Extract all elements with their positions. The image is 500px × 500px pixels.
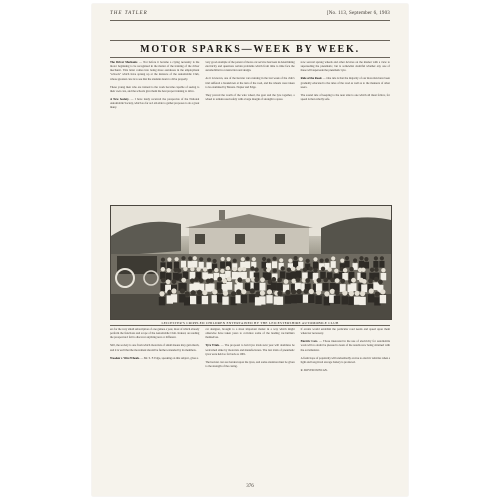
figure-head <box>335 278 340 283</box>
figure-head <box>227 277 232 282</box>
figure-body <box>280 271 286 278</box>
figure-head <box>374 268 378 272</box>
figure-head <box>256 291 261 296</box>
paragraph-text: very good example of the parent of motor-car service has been in determining electricity and questions certain problems which from time to time face the automobilist in construction and design. <box>205 60 295 73</box>
header-rule <box>110 20 390 21</box>
figure-head <box>313 268 317 272</box>
figure-head <box>317 278 322 283</box>
figure-body <box>315 296 321 304</box>
figure-body <box>222 297 228 305</box>
paragraph <box>110 60 199 81</box>
figure-head <box>362 279 367 284</box>
figure-body <box>379 261 384 268</box>
figure-body <box>166 273 172 280</box>
figure-body <box>181 261 186 268</box>
figure-head <box>233 267 237 271</box>
figure-head <box>306 259 310 263</box>
figure-head <box>359 256 363 260</box>
figure-head <box>231 291 236 296</box>
text-column <box>110 60 199 200</box>
figure-head <box>340 259 344 263</box>
figure-head <box>349 267 353 271</box>
figure-body <box>374 297 380 305</box>
figure-body <box>249 294 255 302</box>
figure-head <box>294 256 298 260</box>
paragraph <box>110 327 199 339</box>
figure-head <box>349 291 354 296</box>
paragraph-lead: Tyre Trials. <box>205 343 220 348</box>
paragraph-text: — One rule is that the majority of our motorists have been gradually educated to the rules of the road as well as to the manners of other users. <box>300 76 390 89</box>
paragraph-lead: Electric Cars. <box>300 339 319 344</box>
figure-head <box>368 279 373 284</box>
figure-body <box>167 262 172 269</box>
figure-head <box>227 257 231 261</box>
paragraph <box>301 327 390 335</box>
paragraph-text: ers for the very small subscription of one guinea a year, most of which already perform the functions and scope of the Automobile Club. Indeed, on reading the prospectus I fail to discover anything new or different. <box>110 327 200 340</box>
figure-head <box>233 259 237 263</box>
figure-body <box>266 273 272 280</box>
bottom-text-columns <box>110 327 390 467</box>
figure-body <box>245 283 251 291</box>
figure-body <box>190 296 196 304</box>
figure-head <box>361 268 365 272</box>
figure-head <box>226 266 230 270</box>
figure-head <box>267 289 272 294</box>
figure-head <box>183 267 187 271</box>
figure-body <box>354 297 360 305</box>
figure-head <box>291 267 295 271</box>
paragraph-lead: A New Society. <box>110 97 130 102</box>
paragraph-text: The heavier cars are hardest upon the tyres, and some attention must be given to the strength of the casing. <box>205 359 295 369</box>
figure-head <box>250 266 254 270</box>
figure-head <box>171 288 176 293</box>
figure-head <box>262 257 266 261</box>
running-head <box>110 11 390 16</box>
group-photograph <box>110 205 392 320</box>
figure-head <box>313 257 317 261</box>
figure-body <box>272 261 277 268</box>
figure-body <box>190 272 196 279</box>
paragraph <box>205 76 294 88</box>
figure-head <box>214 268 218 272</box>
figure-head <box>188 256 192 260</box>
figure-body <box>266 295 272 303</box>
figure-head <box>309 289 314 294</box>
top-text-columns <box>110 60 390 200</box>
figure-head <box>190 267 194 271</box>
figure-head <box>260 291 265 296</box>
figure-head <box>324 291 329 296</box>
headline-rule-bottom <box>110 57 390 58</box>
paragraph-text: As it is known, one of the heavier cars running in the last week of the club's trial suffered a breakdown at the turn of the road, and the wheels were taken to be examined by Messrs. Napier and Edge. <box>205 76 295 89</box>
figure-head <box>209 278 214 283</box>
figure-head <box>167 257 171 261</box>
paragraph-lead: Wooden v. Wire Wheels. <box>110 355 140 360</box>
figure-body <box>380 295 386 303</box>
figure-body <box>171 294 177 302</box>
figure-body <box>241 272 247 279</box>
figure-head <box>330 278 335 283</box>
figure-body <box>174 262 179 269</box>
figure-body <box>296 295 302 303</box>
figure-head <box>241 289 246 294</box>
paragraph <box>301 76 390 88</box>
figure-head <box>369 288 374 293</box>
photo-caption: LEICESTER'S CRIPPLED CHILDREN ENTERTAINED BY THE LEICESTERSHIRE AUTOMOBILE CLUB <box>161 321 339 325</box>
figure-head <box>303 268 307 272</box>
figure-body <box>220 262 225 269</box>
figure-head <box>177 268 181 272</box>
figure-head <box>161 267 165 271</box>
figure-head <box>334 290 339 295</box>
figure-head <box>342 290 347 295</box>
figure-body <box>364 262 369 269</box>
figure-body <box>285 296 291 304</box>
figure-head <box>297 289 302 294</box>
figure-head <box>345 256 349 260</box>
headline-rule-top <box>110 40 390 41</box>
figure-body <box>361 284 367 292</box>
paragraph-text: They proved the worth of the wire wheel, the gear and the tyre together, a wheel to remain used safely with a large margin of strength to spare. <box>205 92 295 102</box>
figure-head <box>291 289 296 294</box>
figure-head <box>167 268 171 272</box>
figure-head <box>279 258 283 262</box>
paragraph <box>110 343 199 351</box>
figure-body <box>290 272 296 279</box>
figure-head <box>159 291 164 296</box>
paragraph <box>205 343 294 355</box>
paragraph <box>301 339 390 351</box>
figure-head <box>194 277 199 282</box>
paragraph <box>205 360 294 368</box>
figure-body <box>232 272 238 279</box>
figure-body <box>359 297 365 305</box>
figure-head <box>203 267 207 271</box>
figure-body <box>241 295 247 303</box>
figure-head <box>175 257 179 261</box>
figure-body <box>254 283 260 291</box>
figure-body <box>368 294 374 302</box>
figure-head <box>285 290 290 295</box>
paragraph-text: if events would establish the particular road needs and speed upon them wherever necessary. <box>300 327 390 336</box>
figure-head <box>190 278 195 283</box>
paragraph <box>110 85 199 93</box>
figure-head <box>241 257 245 261</box>
figure-body <box>296 271 302 278</box>
paragraph-text: A fresh hope of popularity will undoubtedly accrue to electric vehicles when a light and long-lived storage battery is produced. <box>300 355 390 364</box>
figure-head <box>202 290 207 295</box>
figure-head <box>325 258 329 262</box>
figure-head <box>370 268 374 272</box>
figure-body <box>188 261 193 268</box>
figure-body <box>308 272 314 279</box>
figure-body <box>344 261 349 268</box>
paragraph <box>205 93 294 101</box>
figure-head <box>360 291 365 296</box>
figure-body <box>271 282 277 290</box>
paragraph-text: — Those interested in the use of electricity for automobile work will no doubt be pleased to learn of the results now being obtained with the accumulator. <box>300 339 390 352</box>
paragraph <box>110 97 199 109</box>
figure-head <box>161 258 165 262</box>
paragraph-text: The sound rule of keeping to the near side is one which all must follow, for speed is then wholly safe. <box>300 92 390 102</box>
figure-head <box>220 269 224 273</box>
figure-head <box>340 279 345 284</box>
paragraph <box>205 60 294 72</box>
figure-head <box>213 259 217 263</box>
figure-head <box>273 257 277 261</box>
figure-head <box>246 278 251 283</box>
paragraph-text: Still, the society is one from which motorists of small means may gain much, and it is well that the movement should be further extended by its members. <box>110 343 200 352</box>
figure-head <box>250 288 255 293</box>
figure-head <box>238 267 242 271</box>
figure-body <box>159 297 165 305</box>
figure-head <box>353 258 357 262</box>
figure-head <box>380 256 384 260</box>
figure-head <box>208 269 212 273</box>
figure-head <box>288 259 292 263</box>
figure-head <box>271 277 276 282</box>
figure-body <box>313 262 318 269</box>
figure-head <box>254 267 258 271</box>
figure-body <box>245 261 250 268</box>
figure-head <box>375 291 380 296</box>
figure-head <box>355 291 360 296</box>
figure-head <box>381 268 385 272</box>
figure-head <box>217 277 222 282</box>
figure-head <box>199 257 203 261</box>
figure-head <box>166 279 171 284</box>
figure-body <box>184 297 190 305</box>
figure-head <box>305 278 310 283</box>
paragraph-lead: The Driver Mechanic. <box>110 60 139 64</box>
paragraph-text: — I have lately received the prospectus of the National Automobile Society, which so far as I am able to gather proposes to do a great many. <box>110 97 200 110</box>
figure-head <box>191 290 196 295</box>
figure-head <box>378 280 383 285</box>
text-column <box>205 327 294 467</box>
figure-body <box>334 296 340 304</box>
figure-head <box>242 267 246 271</box>
figure-head <box>321 267 325 271</box>
figure-head <box>199 278 204 283</box>
figure-head <box>223 291 228 296</box>
figure-body <box>277 297 283 305</box>
paragraph <box>301 368 390 372</box>
figure-head <box>330 289 335 294</box>
figure-body <box>348 297 354 305</box>
text-column <box>205 60 294 200</box>
figure-head <box>273 269 277 273</box>
figure-head <box>308 267 312 271</box>
figure-head <box>266 268 270 272</box>
figure-body <box>351 283 357 291</box>
figure-head <box>260 277 265 282</box>
figure-head <box>212 289 217 294</box>
text-column <box>301 60 390 200</box>
figure-body <box>192 261 197 268</box>
figure-head <box>252 257 256 261</box>
figure-body <box>331 261 336 268</box>
paragraph-text: These young men who are trained to the work become capable of seeing to their own cars, and the schools give them the best proper training to drive. <box>110 84 200 93</box>
figure-head <box>380 289 385 294</box>
figure-head <box>181 256 185 260</box>
figure-head <box>207 258 211 262</box>
figure-head <box>277 291 282 296</box>
figure-body <box>308 295 314 303</box>
figure-head <box>246 257 250 261</box>
figure-head <box>374 256 378 260</box>
figure-body <box>202 272 208 279</box>
figure-head <box>267 258 271 262</box>
article-headline: MOTOR SPARKS—WEEK BY WEEK. <box>140 44 360 55</box>
text-column <box>110 327 199 467</box>
figure-head <box>284 279 289 284</box>
paragraph-text: — The proposal to hold tyre trials next year will doubtless be welcomed alike by motorists and manufacturers. The last trials of pneumatic tyres were held so far back as 1901. <box>205 343 295 356</box>
paragraph <box>110 356 199 360</box>
figure-head <box>181 278 186 283</box>
figure-head <box>351 278 356 283</box>
paragraph-lead: Rule of the Road. <box>300 76 323 81</box>
figure-body <box>226 282 232 290</box>
figure-head <box>316 290 321 295</box>
text-column <box>301 327 390 467</box>
figure-head <box>161 278 166 283</box>
paragraph-text: now several sprung wheels and other devices on the market with a view to superseding the pneumatic, but is somewhat doubtful whether any one of these will supersede the pneumatic tyre. <box>300 60 390 73</box>
figure-head <box>236 289 241 294</box>
figure-head <box>299 257 303 261</box>
figure-body <box>260 283 266 291</box>
figure-head <box>296 266 300 270</box>
caption-rule <box>110 325 390 326</box>
paragraph <box>301 60 390 72</box>
paragraph <box>205 327 294 339</box>
figure-head <box>237 278 242 283</box>
running-head-title: THE TATLER <box>110 11 148 16</box>
figure-head <box>277 278 282 283</box>
magazine-page <box>92 4 408 496</box>
figure-body <box>381 273 387 280</box>
figure-body <box>259 296 265 304</box>
paragraph-text: — Mr. S. F. Edge, speaking on this subject, gives a <box>139 355 199 360</box>
figure-head <box>196 267 200 271</box>
running-head-issue: [No. 113, September 6, 1903 <box>326 11 390 16</box>
figure-body <box>359 261 364 268</box>
figure-head <box>172 279 177 284</box>
figure-body <box>202 296 208 304</box>
figure-head <box>328 267 332 271</box>
paragraph <box>301 356 390 364</box>
figure-body <box>323 283 329 291</box>
paragraph <box>301 93 390 101</box>
paragraph-text: — Not before it became a crying necessity is the motor beginning to be recognised in the matter of the training of the driver mechanic. This latter comes into being more assiduous in the employment "schools" which have sprung up at the instance of the Automobile Club, whose greatest care is to see that the students learn to drive properly. <box>110 60 200 81</box>
figure-head <box>334 269 338 273</box>
figure-head <box>304 289 309 294</box>
figure-head <box>323 278 328 283</box>
figure-head <box>343 268 347 272</box>
figure-body <box>277 283 283 291</box>
figure-head <box>374 277 379 282</box>
figure-body <box>342 296 348 304</box>
figure-head <box>254 277 259 282</box>
figure-body <box>206 262 211 269</box>
paragraph-text: car designer, brought to a most important matter in a way which might otherwise have taken years to convince some of the leading car-builders themselves. <box>205 327 295 340</box>
figure-head <box>218 288 223 293</box>
figure-head <box>193 256 197 260</box>
figure-head <box>281 266 285 270</box>
figure-body <box>373 261 378 268</box>
page-number: 376 <box>246 484 254 489</box>
paragraph-text: R. DOVER DUNCAN. <box>300 368 328 373</box>
figure-head <box>185 291 190 296</box>
figure-head <box>197 290 202 295</box>
figure-head <box>320 259 324 263</box>
figure-head <box>287 268 291 272</box>
figure-head <box>331 256 335 260</box>
figure-head <box>364 257 368 261</box>
figure-head <box>221 257 225 261</box>
figure-head <box>180 288 185 293</box>
figure-head <box>296 277 301 282</box>
